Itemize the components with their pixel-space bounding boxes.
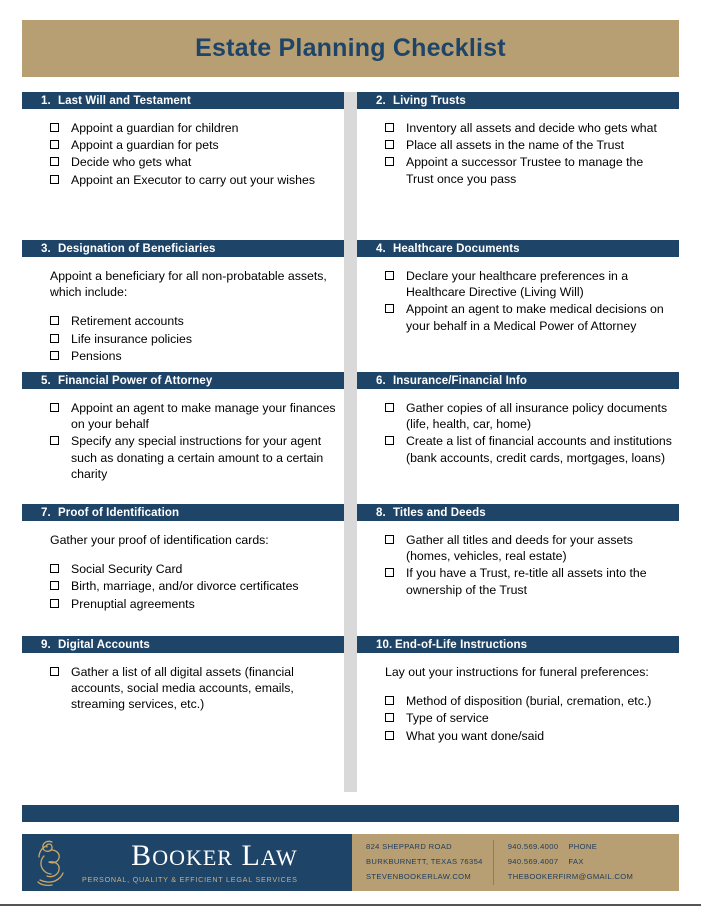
footer-website[interactable]: STEVENBOOKERLAW.COM — [366, 871, 472, 881]
section-number: 1. — [41, 94, 51, 107]
checklist-item[interactable] — [50, 596, 338, 612]
checklist-item[interactable] — [385, 137, 673, 153]
left-column — [22, 92, 344, 792]
section-intro-text: Gather your proof of identification cards: — [50, 533, 269, 547]
checkbox-icon[interactable] — [50, 316, 59, 325]
checklist-items — [50, 400, 338, 482]
checklist-item[interactable] — [385, 154, 673, 186]
checkbox-icon[interactable] — [50, 581, 59, 590]
checklist-item-label: What you want done/said — [406, 728, 545, 743]
section-title: Proof of Identification — [58, 506, 180, 519]
checkbox-icon[interactable] — [50, 334, 59, 343]
checklist-item[interactable] — [50, 433, 338, 482]
section-body — [357, 653, 679, 744]
checklist-item[interactable] — [50, 331, 338, 347]
section-title: Last Will and Testament — [58, 94, 191, 107]
checklist-item-label: Pensions — [71, 348, 122, 363]
checklist-item[interactable] — [385, 301, 673, 333]
checklist-section — [357, 372, 679, 504]
checkbox-icon[interactable] — [50, 436, 59, 445]
brand-tagline: PERSONAL, QUALITY & EFFICIENT LEGAL SERVICES — [82, 875, 298, 884]
footer-phone-row — [508, 840, 633, 855]
section-header-bar — [357, 240, 679, 257]
checklist-section — [357, 92, 679, 240]
checklist-item[interactable] — [385, 120, 673, 136]
checklist-item[interactable] — [50, 120, 338, 136]
section-title: Financial Power of Attorney — [58, 374, 213, 387]
brand-block — [82, 841, 306, 884]
section-body — [22, 389, 344, 482]
checkbox-icon[interactable] — [50, 564, 59, 573]
checklist-item-label: Appoint a guardian for children — [71, 121, 239, 135]
right-column — [357, 92, 679, 792]
checklist-item-label: Method of disposition (burial, cremation, etc.) — [406, 694, 652, 709]
section-number: 7. — [41, 506, 51, 519]
checklist-items — [50, 313, 338, 364]
checklist-item[interactable] — [385, 433, 673, 465]
footer-phone-number[interactable]: 940.569.4000 — [507, 842, 559, 852]
checklist-item-label: Appoint an agent to make medical decisions on your behalf in a Medical Power of Attorney — [406, 302, 664, 333]
section-number: 8. — [376, 506, 386, 519]
section-title: Designation of Beneficiaries — [58, 242, 216, 255]
section-number: 5. — [41, 374, 51, 387]
checkbox-icon[interactable] — [50, 351, 59, 360]
brand-booker-initial: B — [131, 839, 153, 872]
checkbox-icon[interactable] — [50, 175, 59, 184]
section-intro-text: Lay out your instructions for funeral preferences: — [385, 665, 649, 679]
checkbox-icon[interactable] — [385, 403, 394, 412]
checklist-item[interactable] — [385, 400, 673, 432]
checkbox-icon[interactable] — [385, 568, 394, 577]
checkbox-icon[interactable] — [385, 696, 394, 705]
section-header-bar — [357, 372, 679, 389]
checklist-items — [385, 268, 673, 334]
checklist-section — [22, 372, 344, 504]
checklist-item[interactable] — [50, 348, 338, 364]
checklist-item-label: Appoint an Executor to carry out your wishes — [71, 172, 316, 187]
footer-phone-column — [493, 840, 643, 884]
page-title: Estate Planning Checklist — [195, 34, 506, 62]
checklist-item[interactable] — [385, 565, 673, 597]
section-body — [22, 653, 344, 713]
section-body — [357, 257, 679, 334]
checklist-item[interactable] — [50, 313, 338, 329]
checkbox-icon[interactable] — [50, 157, 59, 166]
checklist-item[interactable] — [50, 578, 338, 594]
checklist-items — [385, 532, 673, 598]
checklist-item[interactable] — [385, 710, 673, 726]
checklist-items — [385, 400, 673, 466]
checklist-item[interactable] — [385, 728, 673, 744]
checklist-item-label: Declare your healthcare preferences in a Healthcare Directive (Living Will) — [406, 269, 629, 300]
brand-booker-rest: OOKER — [152, 845, 233, 870]
checklist-item-label: Prenuptial agreements — [71, 596, 195, 611]
checklist-item[interactable] — [50, 664, 338, 713]
title-banner — [22, 20, 679, 77]
footer-letterhead — [22, 834, 679, 891]
section-title: Healthcare Documents — [393, 242, 520, 255]
footer-email[interactable]: THEBOOKERFIRM@GMAIL.COM — [507, 871, 634, 881]
section-header-bar — [357, 504, 679, 521]
checklist-items — [385, 120, 673, 187]
section-header-bar — [357, 636, 679, 653]
section-number: 4. — [376, 242, 386, 255]
checkbox-icon[interactable] — [385, 304, 394, 313]
footer-brand-panel — [22, 834, 352, 891]
checklist-item-label: Place all assets in the name of the Trust — [406, 138, 625, 153]
checklist-item[interactable] — [50, 400, 338, 432]
section-title: End-of-Life Instructions — [395, 638, 528, 651]
checklist-item-label: Create a list of financial accounts and institutions (bank accounts, credit cards, mortgages, loans) — [406, 434, 672, 465]
checklist-item-label: Decide who gets what — [71, 155, 192, 170]
section-number: 3. — [41, 242, 51, 255]
section-header-bar — [357, 92, 679, 109]
section-header-bar — [22, 92, 344, 109]
footer-fax-number: 940.569.4007 — [507, 857, 559, 867]
section-header-bar — [22, 636, 344, 653]
checkbox-icon[interactable] — [385, 140, 394, 149]
section-intro-text: Appoint a beneficiary for all non-probatable assets, which include: — [50, 269, 327, 300]
checkbox-icon[interactable] — [385, 436, 394, 445]
checklist-items — [50, 120, 338, 188]
checklist-items — [385, 693, 673, 744]
section-body — [22, 521, 344, 612]
checklist-item-label: Birth, marriage, and/or divorce certificates — [71, 579, 299, 594]
footer-address-column — [352, 840, 493, 884]
checkbox-icon[interactable] — [50, 599, 59, 608]
section-body — [22, 109, 344, 188]
checklist-item-label: Social Security Card — [71, 562, 183, 577]
checklist-item-label: If you have a Trust, re-title all assets into the ownership of the Trust — [406, 566, 647, 597]
checklist-item[interactable] — [50, 137, 338, 153]
checklist-section — [22, 504, 344, 636]
section-number: 6. — [376, 374, 386, 387]
checklist-columns — [22, 92, 679, 792]
checkbox-icon[interactable] — [385, 713, 394, 722]
checklist-item-label: Retirement accounts — [71, 314, 184, 329]
checklist-item-label: Inventory all assets and decide who gets what — [406, 121, 657, 135]
checklist-section — [22, 92, 344, 240]
checklist-item-label: Specify any special instructions for your agent such as donating a certain amount to a certain charity — [71, 434, 324, 481]
checklist-item[interactable] — [50, 561, 338, 577]
checkbox-icon[interactable] — [385, 157, 394, 166]
checklist-item[interactable] — [385, 532, 673, 564]
checkbox-icon[interactable] — [385, 535, 394, 544]
checklist-item[interactable] — [50, 154, 338, 170]
column-divider — [344, 92, 357, 792]
checkbox-icon[interactable] — [385, 271, 394, 280]
section-title: Insurance/Financial Info — [393, 374, 528, 387]
booker-law-monogram-icon — [32, 838, 76, 888]
checklist-item[interactable] — [50, 172, 338, 188]
section-header-bar — [22, 504, 344, 521]
footer-phone-label: PHONE — [568, 842, 598, 852]
checklist-section — [357, 240, 679, 372]
footer-fax-label: FAX — [568, 857, 584, 867]
bottom-navy-rule — [22, 805, 679, 822]
checklist-item[interactable] — [385, 693, 673, 709]
section-number: 9. — [41, 638, 51, 651]
checklist-section — [22, 240, 344, 372]
checklist-item[interactable] — [385, 268, 673, 300]
checklist-section — [357, 504, 679, 636]
checkbox-icon[interactable] — [50, 140, 59, 149]
brand-law-rest: AW — [260, 845, 298, 870]
brand-name — [131, 841, 298, 871]
section-number: 10. — [376, 638, 393, 651]
checklist-item-label: Life insurance policies — [71, 331, 192, 346]
section-body — [357, 109, 679, 187]
checkbox-icon[interactable] — [50, 667, 59, 676]
section-header-bar — [22, 240, 344, 257]
footer-address-line2: BURKBURNETT, TEXAS 76354 — [366, 857, 483, 867]
section-number: 2. — [376, 94, 386, 107]
checklist-items — [50, 664, 338, 713]
section-body — [357, 521, 679, 598]
section-body — [357, 389, 679, 466]
checklist-item-label: Appoint an agent to make manage your finances on your behalf — [71, 401, 336, 432]
checklist-item-label: Type of service — [406, 711, 489, 726]
checkbox-icon[interactable] — [385, 731, 394, 740]
checklist-items — [50, 561, 338, 612]
checkbox-icon[interactable] — [50, 123, 59, 132]
checklist-item-label: Gather copies of all insurance policy documents (life, health, car, home) — [406, 401, 668, 432]
checkbox-icon[interactable] — [50, 403, 59, 412]
checklist-item-label: Appoint a successor Trustee to manage the Trust once you pass — [406, 155, 644, 186]
brand-law-initial: L — [241, 839, 261, 872]
checklist-section — [22, 636, 344, 784]
footer-fax-row — [508, 855, 633, 870]
section-header-bar — [22, 372, 344, 389]
checkbox-icon[interactable] — [385, 123, 394, 132]
checklist-item-label: Gather all titles and deeds for your assets (homes, vehicles, real estate) — [406, 533, 633, 564]
section-title: Digital Accounts — [58, 638, 150, 651]
checklist-item-label: Gather a list of all digital assets (financial accounts, social media accounts, emails, streaming services, etc.) — [71, 665, 294, 712]
section-body — [22, 257, 344, 364]
section-title: Titles and Deeds — [393, 506, 486, 519]
checklist-item-label: Appoint a guardian for pets — [71, 138, 219, 153]
checklist-section — [357, 636, 679, 784]
footer-contact-panel — [352, 834, 679, 891]
section-title: Living Trusts — [393, 94, 466, 107]
footer-address-line1: 824 SHEPPARD ROAD — [366, 842, 452, 852]
